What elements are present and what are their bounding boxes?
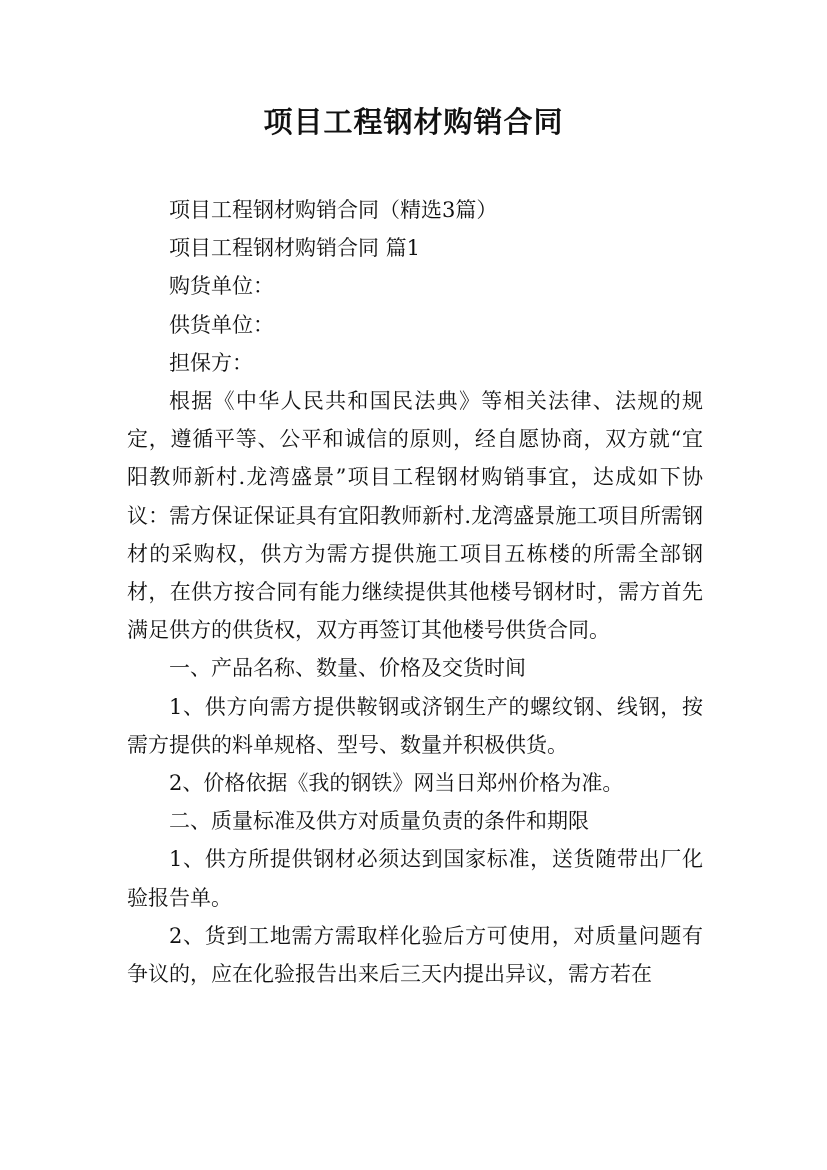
- paragraph-clause-1-1: 1、供方向需方提供鞍钢或济钢生产的螺纹钢、线钢，按需方提供的料单规格、型号、数量并积极供货。: [127, 694, 703, 757]
- paragraph-clause-2-2: 2、货到工地需方需取样化验后方可使用，对质量问题有争议的，应在化验报告出来后三天内提出异议，需方若在: [127, 923, 703, 987]
- document-body: [127, 191, 703, 993]
- paragraph-clause-2-heading: 二、质量标准及供方对质量负责的条件和期限: [169, 809, 589, 834]
- paragraph-supplier: 供货单位：: [169, 312, 274, 337]
- paragraph-clause-1-2: 2、价格依据《我的钢铁》网当日郑州价格为准。: [169, 771, 624, 796]
- paragraph-clause-1-heading: 一、产品名称、数量、价格及交货时间: [169, 656, 526, 681]
- paragraph-preamble: 根据《中华人民共和国民法典》等相关法律、法规的规定，遵循平等、公平和诚信的原则，经自愿协商，双方就“宜阳教师新村.龙湾盛景”项目工程钢材购销事宜，达成如下协议：需方保证保证具有宜阳教师新村.龙湾盛景施工项目所需钢材的采购权，供方为需方提供施工项目五栋楼的所需全部钢材，在供方按合同有能力继续提供其他楼号钢材时，需方首先满足供方的供货权，双方再签订其他楼号供货合同。: [127, 389, 703, 643]
- paragraph-section-heading: 项目工程钢材购销合同 篇1: [169, 236, 421, 261]
- paragraph-buyer: 购货单位：: [169, 274, 274, 299]
- paragraph-clause-2-1: 1、供方所提供钢材必须达到国家标准，送货随带出厂化验报告单。: [127, 847, 703, 910]
- document-title: 项目工程钢材购销合同: [263, 105, 564, 139]
- paragraph-subtitle: 项目工程钢材购销合同（精选3篇）: [169, 198, 498, 222]
- paragraph-guarantor: 担保方：: [169, 350, 253, 375]
